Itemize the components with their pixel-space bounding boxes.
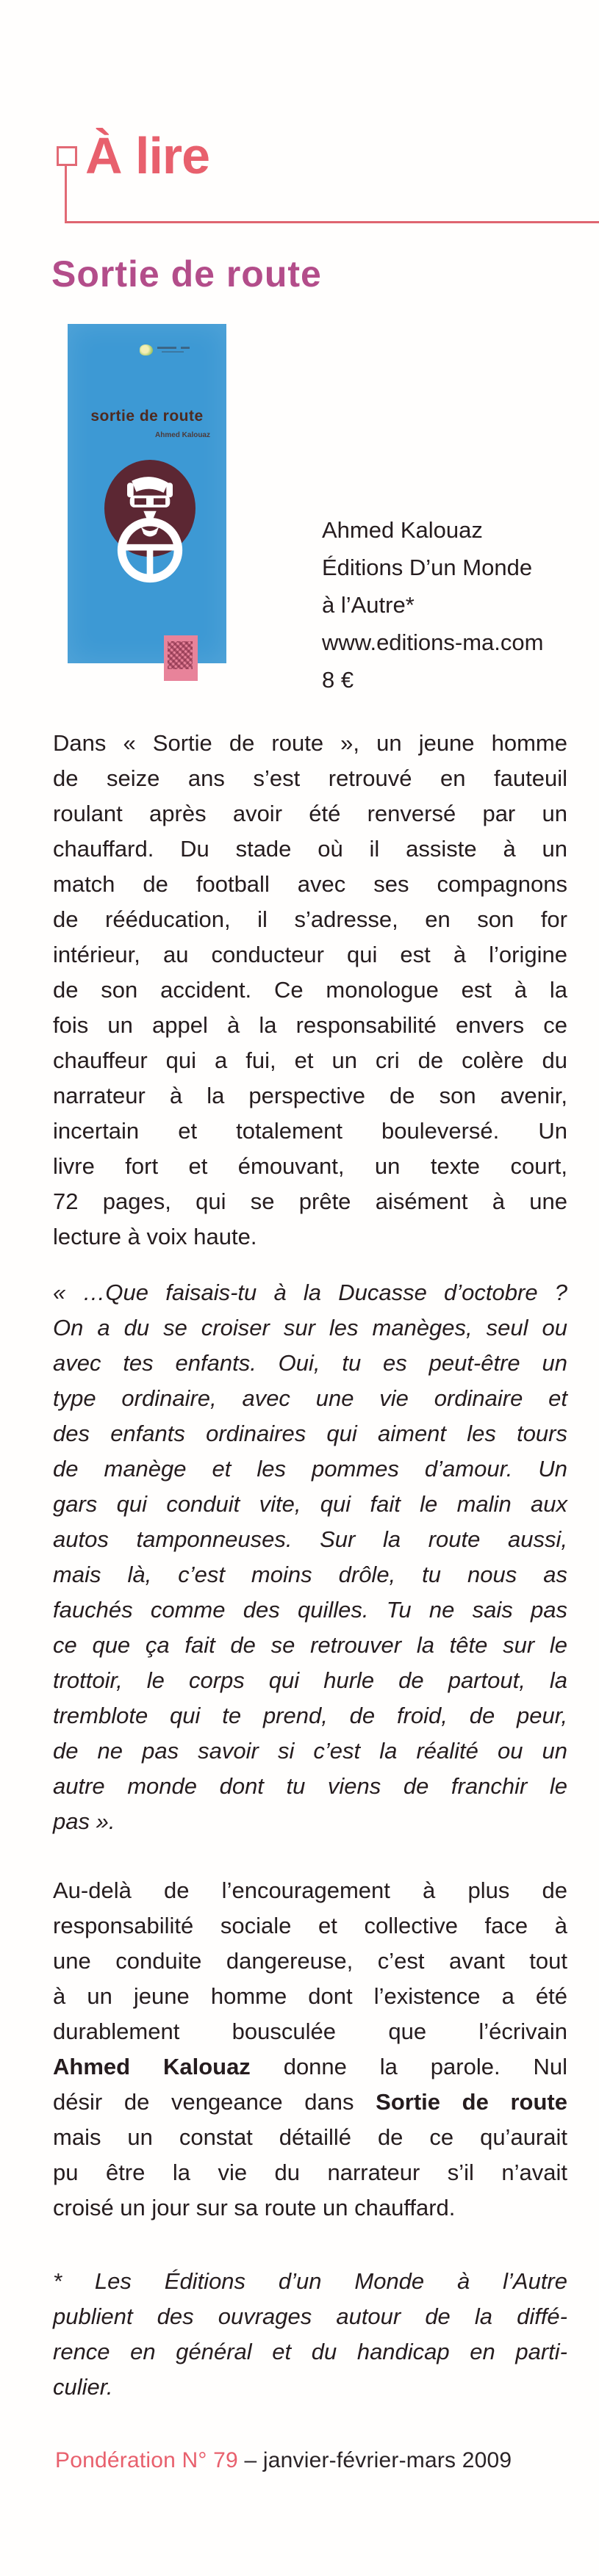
credit-price: 8 € <box>322 667 354 693</box>
text-line: publient des ouvrages autour de la diffé- <box>53 2303 567 2329</box>
article-title: Sortie de route <box>51 253 322 295</box>
text-line: de son accident. Ce monologue est à la <box>53 977 567 1003</box>
text-line: avec tes enfants. Oui, tu es peut-être un <box>53 1350 567 1376</box>
steering-wheel-icon <box>115 515 185 585</box>
section-marker-icon <box>57 146 77 166</box>
text-line: narrateur à la perspective de son avenir, <box>53 1083 567 1108</box>
credit-publisher-line1: Éditions D’un Monde <box>322 555 533 580</box>
credit-website: www.editions-ma.com <box>322 629 544 655</box>
text-line: mais là, c’est moins drôle, tu nous as <box>53 1562 567 1587</box>
book-cover <box>68 324 226 663</box>
cover-author: Ahmed Kalouaz <box>154 431 210 439</box>
text-line: pas ». <box>53 1808 115 1834</box>
text-line: croisé un jour sur sa route un chauffard. <box>53 2195 456 2220</box>
text-line: mais un constat détaillé de ce qu’aurait <box>53 2124 567 2150</box>
text-line: durablement bousculée que l’écrivain <box>53 2018 567 2044</box>
text-line: livre fort et émouvant, un texte court, <box>53 1153 567 1179</box>
text-line: Au-delà de l’encouragement à plus de <box>53 1877 567 1903</box>
text-line: une conduite dangereuse, c’est avant tout <box>53 1948 567 1974</box>
text-line: autre monde dont tu viens de franchir le <box>53 1773 567 1799</box>
issue-date: – janvier-février-mars 2009 <box>244 2448 512 2472</box>
text-line: des enfants ordinaires qui aiment les tours <box>53 1421 567 1446</box>
page-footer <box>55 2448 512 2473</box>
text-line: tremblote qui te prend, de froid, de peur, <box>53 1703 567 1728</box>
library-stamp <box>164 635 198 681</box>
cover-title: sortie de route <box>90 408 204 425</box>
journal-name: Pondération N° 79 <box>55 2448 238 2472</box>
text-line: Dans « Sortie de route », un jeune homme <box>53 730 567 756</box>
text-line: chauffeur qui a fui, et un cri de colère du <box>53 1047 567 1073</box>
commentary-paragraph <box>53 1873 567 2226</box>
credit-publisher-line2: à l’Autre* <box>322 592 415 618</box>
text-line: 72 pages, qui se prête aisément à une <box>53 1188 567 1214</box>
review-paragraph <box>53 726 567 1255</box>
text-line: Ahmed Kalouaz donne la parole. Nul <box>53 2054 567 2079</box>
text-line: roulant après avoir été renversé par un <box>53 801 567 826</box>
text-line: chauffard. Du stade où il assiste à un <box>53 836 567 862</box>
section-title: À lire <box>85 127 210 184</box>
text-line: On a du se croiser sur les manèges, seul ou <box>53 1315 567 1341</box>
text-line: fauchés comme des quilles. Tu ne sais pas <box>53 1597 567 1623</box>
credit-author: Ahmed Kalouaz <box>322 517 483 543</box>
text-line: pu être la vie du narrateur s’il n’avait <box>53 2160 567 2185</box>
text-line: gars qui conduit vite, qui fait le malin aux <box>53 1491 567 1517</box>
text-line: * Les Éditions d’un Monde à l’Autre <box>53 2268 567 2294</box>
text-line: de ne pas savoir si c’est la réalité ou un <box>53 1738 567 1764</box>
text-line: de rééducation, il s’adresse, en son for <box>53 906 567 932</box>
text-line: rence en général et du handicap en parti- <box>53 2339 567 2364</box>
text-line: désir de vengeance dans Sortie de route <box>53 2089 567 2115</box>
footnote-paragraph <box>53 2264 567 2405</box>
logo-blob-icon <box>140 344 153 356</box>
text-line: intérieur, au conducteur qui est à l’origine <box>53 942 567 967</box>
text-line: incertain et totalement bouleversé. Un <box>53 1118 567 1144</box>
text-line: lecture à voix haute. <box>53 1224 257 1249</box>
book-credits <box>322 511 543 699</box>
text-line: trottoir, le corps qui hurle de partout, la <box>53 1667 567 1693</box>
text-line: ce que ça fait de se retrouver la tête sur le <box>53 1632 567 1658</box>
book-quote-paragraph <box>53 1275 567 1839</box>
text-line: match de football avec ses compagnons <box>53 871 567 897</box>
text-line: « …Que faisais-tu à la Ducasse d’octobre ? <box>53 1280 567 1305</box>
text-line: à un jeune homme dont l’existence a été <box>53 1983 567 2009</box>
publisher-logo-icon <box>140 344 191 356</box>
text-line: de manège et les pommes d’amour. Un <box>53 1456 567 1482</box>
text-line: fois un appel à la responsabilité envers ce <box>53 1012 567 1038</box>
text-line: de seize ans s’est retrouvé en fauteuil <box>53 765 567 791</box>
text-line: responsabilité sociale et collective face à <box>53 1913 567 1938</box>
text-line: type ordinaire, avec une vie ordinaire et <box>53 1385 567 1411</box>
text-line: autos tamponneuses. Sur la route aussi, <box>53 1526 567 1552</box>
text-line: culier. <box>53 2374 113 2400</box>
